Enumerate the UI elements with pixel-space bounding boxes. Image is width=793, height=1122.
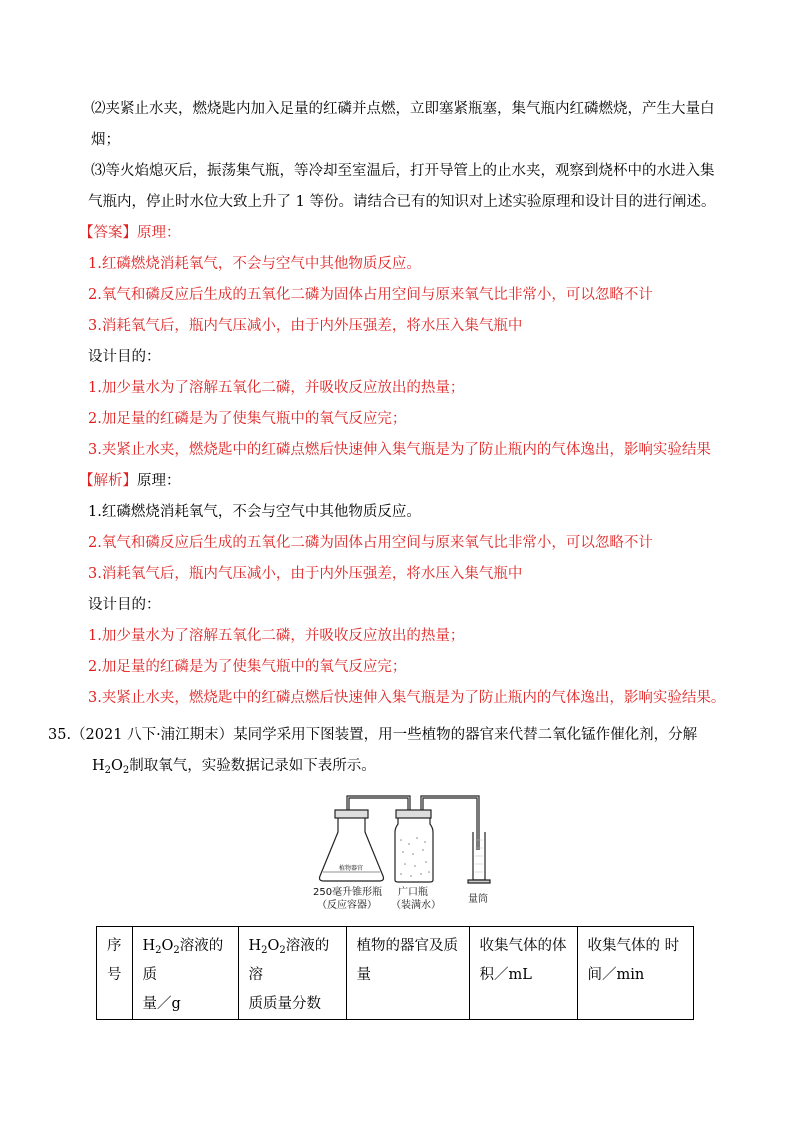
flask-sublabel: （反应容器） — [317, 900, 377, 911]
table-header-solution-mass: $H_2O_2$溶液的质 量／g — [132, 927, 238, 1020]
table-header-plant-organ: 植物的器官及质 量 — [346, 927, 469, 1020]
data-table — [96, 926, 694, 1020]
bottle-sublabel: （装满水） — [391, 900, 441, 911]
answer-design-1: 1.加少量水为了溶解五氧化二磷，并吸收反应放出的热量； — [88, 380, 465, 396]
cylinder-label: 量筒 — [468, 894, 488, 905]
answer-principle-label: 原理： — [137, 225, 181, 241]
question-35-line1 — [48, 725, 697, 745]
wide-mouth-bottle — [395, 818, 433, 882]
bottle-water — [400, 837, 430, 877]
analysis-principle-label: 原理： — [137, 473, 181, 489]
flask-label: 250毫升锥形瓶 — [313, 887, 383, 898]
table-header-mass-fraction: $H_2O_2$溶液的溶 质质量分数 — [238, 927, 346, 1020]
answer-design-2: 2.加足量的红磷是为了使集气瓶中的氧气反应完； — [88, 411, 407, 427]
analysis-heading — [79, 471, 181, 491]
analysis-principle-1: 1.红磷燃烧消耗氧气，不会与空气中其他物质反应。 — [88, 504, 421, 520]
flask-inner-label: 植物器官 — [338, 865, 364, 872]
answer-design-3: 3.夹紧止水夹，燃烧匙中的红磷点燃后快速伸入集气瓶是为了防止瓶内的气体逸出，影响实验结果 — [88, 442, 711, 458]
table-header-row — [97, 927, 694, 1020]
answer-principle-2: 2.氧气和磷反应后生成的五氧化二磷为固体占用空间与原来氧气比非常小，可以忽略不计 — [88, 287, 653, 303]
question-35-line2 — [92, 756, 376, 776]
question-text-1: 某同学采用下图装置，用一些植物的器官来代替二氧化锰作催化剂，分解 — [233, 727, 698, 743]
analysis-principle-3: 3.消耗氧气后，瓶内气压减小，由于内外压强差，将水压入集气瓶中 — [88, 566, 523, 582]
table-header-gas-time: 收集气体的 时 间／min — [577, 927, 694, 1020]
analysis-design-label: 设计目的： — [88, 597, 161, 613]
analysis-design-3: 3.夹紧止水夹，燃烧匙中的红磷点燃后快速伸入集气瓶是为了防止瓶内的气体逸出，影响实验结果。 — [88, 690, 726, 706]
flask-stopper — [335, 810, 368, 818]
formula-h2o2: $H_2O_2$ — [92, 758, 130, 776]
question-text-2: 制取氧气，实验数据记录如下表所示。 — [129, 758, 376, 774]
paragraph-step2-line1: ⑵夹紧止水夹，燃烧匙内加入足量的红磷并点燃，立即塞紧瓶塞，集气瓶内红磷燃烧，产生大量白 — [91, 101, 715, 117]
analysis-principle-2: 2.氧气和磷反应后生成的五氧化二磷为固体占用空间与原来氧气比非常小，可以忽略不计 — [88, 535, 653, 551]
table-header-gas-volume: 收集气体的体 积／mL — [469, 927, 577, 1020]
answer-tag: 【答案】 — [79, 225, 137, 241]
paragraph-step3-line2: 气瓶内，停止时水位大致上升了 1 等份。请结合已有的知识对上述实验原理和设计目的进行阐述。 — [88, 194, 716, 210]
question-number: 35. — [48, 727, 72, 743]
table-header-index: 序 号 — [97, 927, 133, 1020]
answer-design-label: 设计目的： — [88, 349, 161, 365]
answer-principle-1: 1.红磷燃烧消耗氧气，不会与空气中其他物质反应。 — [88, 256, 421, 272]
question-source: （2021 八下·浦江期末） — [71, 727, 234, 743]
apparatus-diagram — [305, 792, 505, 917]
analysis-design-2: 2.加足量的红磷是为了使集气瓶中的氧气反应完； — [88, 659, 407, 675]
analysis-design-1: 1.加少量水为了溶解五氧化二磷，并吸收反应放出的热量； — [88, 628, 465, 644]
paragraph-step3-line1: ⑶等火焰熄灭后，振荡集气瓶，等冷却至室温后，打开导管上的止水夹，观察到烧杯中的水进入集 — [91, 163, 715, 179]
bottle-label: 广口瓶 — [398, 887, 428, 898]
analysis-tag: 【解析】 — [79, 473, 137, 489]
answer-principle-3: 3.消耗氧气后，瓶内气压减小，由于内外压强差，将水压入集气瓶中 — [88, 318, 523, 334]
bottle-stopper — [396, 810, 431, 818]
paragraph-step2-line2: 烟； — [91, 132, 120, 148]
answer-heading — [79, 223, 181, 243]
